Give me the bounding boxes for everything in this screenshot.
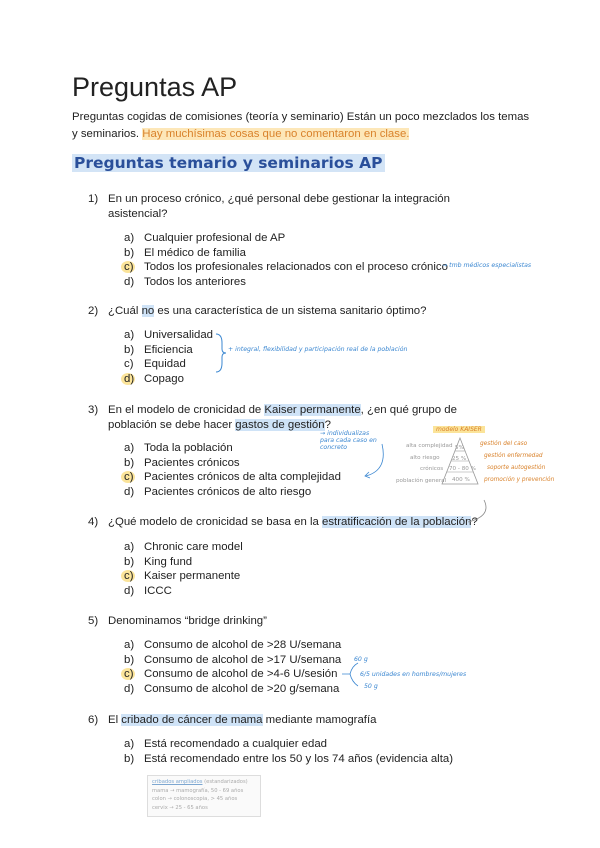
- list-item: c) Equidad: [124, 358, 186, 371]
- intro-highlight: Hay muchísimas cosas que no comentaron en clase.: [142, 128, 410, 140]
- list-item: a) Toda la población: [124, 442, 233, 454]
- list-item: d) ICCC: [124, 584, 172, 597]
- list-item: c) Pacientes crónicos de alta complejidad: [124, 470, 341, 485]
- curved-arrow-icon: [462, 498, 492, 528]
- screening-note-box: cribados ampliados (estandarizados) mama → mamografía, 50 - 69 años colon → colonoscopia, > 45 años cervix → 25 - 65 años: [147, 775, 261, 817]
- question-6-options: [124, 737, 453, 766]
- document-page: Preguntas AP Preguntas cogidas de comisiones (teoría y seminario) Están un poco mezclados los temas y seminarios. Hay muchísimas cosas que no comentaron en clase. Preguntas temario y seminarios AP 1) En un proceso crónico, ¿qué personal debe gestionar la integración asistencial? a) Cualquier profesional de AP b) El médico de familia c) Todos los profesionales relacionados con el proceso crónico d) Todos los anteriores → tmb médicos especialistas 2) ¿Cuál no es una característica de un sistema sanitario óptimo? a) Universalidad b) Eficiencia c) Equidad d) Copago + integral, flexibilidad y participación real de la población 3) En el modelo de cronicidad de Kaiser permanente, ¿en qué grupo de población se debe hacer gastos de gestión? a) Toda la población b) Pacientes crónicos c) Pacientes crónicos de alta complejidad d) Pacientes crónicos de alto riesgo → individualizas para cada caso en concreto modelo KAISER 5% 25 % 70 - 80 % 400 % alta complejidad alto riesgo crónicos población general gestión del caso gestión enfermedad soporte autogestión promoción y prevención 4) ¿Qué modelo de cronicidad se basa en la estratificación de la población? a) Chronic care model b) King fund c) Kaiser permanente d) ICCC 5) Denominamos “bridge drinking” a) Consumo de alcohol de >28 U/semana b) Consumo de alcohol de >17 U/semana c) Consumo de alcohol de >4-6 U/sesión d) Consumo de alcohol de >20 g/semana 60 g 6/5 unidades en hombres/mujeres 50 g 6) El cribado de cáncer de mama mediante mamografía a) Está recomendado a cualquier edad b) Está recomendado entre los 50 y los 74 años (evidencia alta) cribados ampliados (estandarizados) mama → mamografía, 50 - 69 años colon → colonoscopia, > 45 años cervix → 25 - 65 años: [0, 0, 600, 848]
- handwritten-note-5-top: 60 g: [354, 656, 368, 663]
- list-item: d) Todos los anteriores: [124, 275, 246, 288]
- question-5: 5) Denominamos “bridge drinking”: [88, 615, 267, 627]
- list-item: b) El médico de familia: [124, 246, 246, 259]
- list-item: a) Está recomendado a cualquier edad: [124, 738, 328, 750]
- list-item: c) Consumo de alcohol de >4-6 U/sesión: [124, 667, 341, 682]
- question-3: 3) En el modelo de cronicidad de Kaiser permanente, ¿en qué grupo de población se debe hacer gastos de gestión?: [88, 404, 457, 431]
- question-2: 2) ¿Cuál no es una característica de un sistema sanitario óptimo?: [88, 305, 427, 317]
- section-title: Preguntas temario y seminarios AP: [74, 154, 383, 172]
- handwritten-note-5: 6/5 unidades en hombres/mujeres: [360, 671, 467, 678]
- intro-text: Preguntas cogidas de comisiones (teoría y seminario) Están un poco mezclados los temas y seminarios.: [72, 111, 530, 140]
- list-item: a) Cualquier profesional de AP: [124, 232, 286, 244]
- list-item: d) Consumo de alcohol de >20 g/semana: [124, 682, 340, 695]
- handwritten-note-5-bottom: 50 g: [364, 683, 378, 690]
- branch-arrow-icon: [340, 660, 362, 690]
- list-item: a) Chronic care model: [124, 541, 243, 553]
- list-item: b) Eficiencia: [124, 343, 193, 356]
- brace-icon: [214, 333, 228, 373]
- list-item: d) Copago: [124, 372, 213, 387]
- handwritten-note-3: → individualizas para cada caso en concreto: [320, 430, 377, 451]
- list-item: c) Todos los profesionales relacionados con el proceso crónico: [124, 260, 448, 275]
- question-2-options: [124, 328, 213, 386]
- question-5-options: [124, 638, 341, 696]
- intro-paragraph: [72, 109, 532, 143]
- list-item: b) Consumo de alcohol de >17 U/semana: [124, 653, 342, 666]
- question-1-text: En un proceso crónico, ¿qué personal debe gestionar la integración asistencial?: [108, 193, 450, 220]
- list-item: b) King fund: [124, 555, 193, 568]
- page-title: Preguntas AP: [72, 72, 238, 102]
- question-1: 1) En un proceso crónico, ¿qué personal debe gestionar la integración asistencial?: [88, 192, 468, 222]
- pyramid-title: modelo KAISER: [433, 426, 485, 433]
- handwritten-note-1: → tmb médicos especialistas: [442, 262, 532, 269]
- question-4: 4) ¿Qué modelo de cronicidad se basa en la estratificación de la población?: [88, 516, 478, 528]
- question-1-options: [124, 231, 448, 289]
- list-item: b) Está recomendado entre los 50 y los 74 años (evidencia alta): [124, 752, 453, 765]
- list-item: d) Pacientes crónicos de alto riesgo: [124, 485, 312, 498]
- handwritten-note-2: + integral, flexibilidad y participación real de la población: [228, 346, 408, 353]
- question-3-options: [124, 441, 341, 499]
- question-4-options: [124, 540, 243, 598]
- list-item: a) Universalidad: [124, 329, 214, 341]
- question-6: 6) El cribado de cáncer de mama mediante mamografía: [88, 714, 377, 726]
- arrow-icon: [360, 440, 390, 480]
- list-item: c) Kaiser permanente: [124, 569, 243, 584]
- list-item: b) Pacientes crónicos: [124, 456, 240, 469]
- list-item: a) Consumo de alcohol de >28 U/semana: [124, 639, 342, 651]
